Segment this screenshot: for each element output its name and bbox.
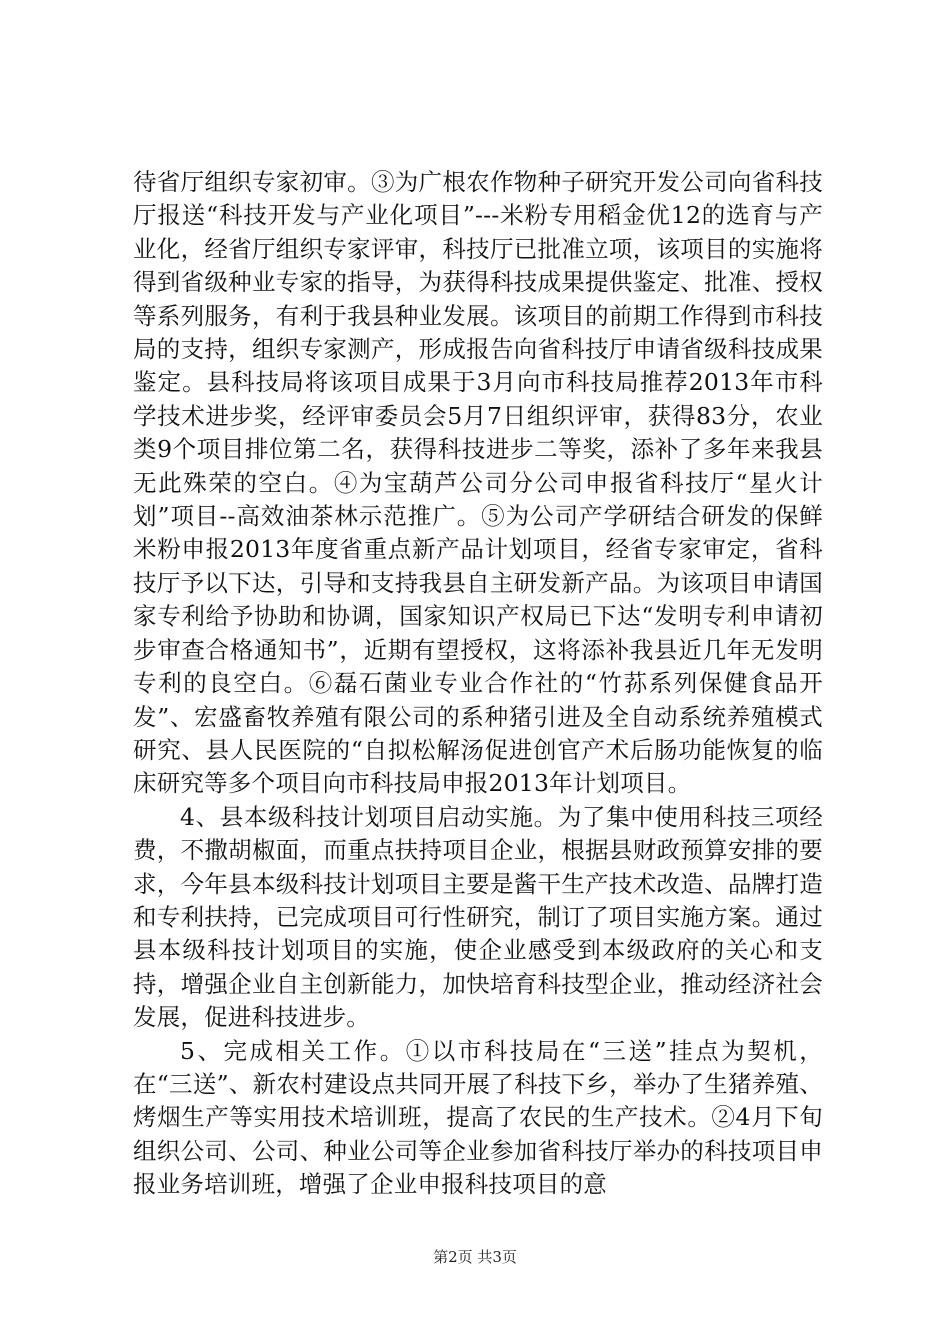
document-body [133, 166, 823, 1202]
paragraph-continued: 待省厅组织专家初审。③为广根农作物种子研究开发公司向省科技厅报送“科技开发与产业化项目”---米粉专用稻金优12的选育与产业化，经省厅组织专家评审，科技厅已批准立项，该项目的实施将得到省级种业专家的指导，为获得科技成果提供鉴定、批准、授权等系列服务，有利于我县种业发展。该项目的前期工作得到市科技局的支持，组织专家测产，形成报告向省科技厅申请省级科技成果鉴定。县科技局将该项目成果于3月向市科技局推荐2013年市科学技术进步奖，经评审委员会5月7日组织评审，获得83分，农业类9个项目排位第二名，获得科技进步二等奖，添补了多年来我县无此殊荣的空白。④为宝葫芦公司分公司申报省科技厅“星火计划”项目--高效油茶林示范推广。⑤为公司产学研结合研发的保鲜米粉申报2013年度省重点新产品计划项目，经省专家审定，省科技厅予以下达，引导和支持我县自主研发新产品。为该项目申请国家专利给予协助和协调，国家知识产权局已下达“发明专利申请初步审查合格通知书”，近期有望授权，这将添补我县近几年无发明专利的良空白。⑥磊石菌业专业合作社的“竹荪系列保健食品开发”、宏盛畜牧养殖有限公司的系种猪引进及全自动系统养殖模式研究、县人民医院的“自拟松解汤促进创官产术后肠功能恢复的临床研究等多个项目向市科技局申报2013年计划项目。 [133, 168, 823, 798]
paragraph-item-4: 4、县本级科技计划项目启动实施。为了集中使用科技三项经费，不撒胡椒面，而重点扶持项目企业，根据县财政预算安排的要求，今年县本级科技计划项目主要是酱干生产技术改造、品牌打造和专利扶持，已完成项目可行性研究，制订了项目实施方案。通过县本级科技计划项目的实施，使企业感受到本级政府的关心和支持，增强企业自主创新能力，加快培育科技型企业，推动经济社会发展，促进科技进步。 [133, 802, 823, 1032]
page-number-footer: 第2页 共3页 [433, 1248, 517, 1266]
paragraph-item-5: 5、完成相关工作。①以市科技局在“三送”挂点为契机，在“三送”、新农村建设点共同开展了科技下乡，举办了生猪养殖、烤烟生产等实用技术培训班，提高了农民的生产技术。②4月下旬组织公司、公司、种业公司等企业参加省科技厅举办的科技项目申报业务培训班，增强了企业申报科技项目的意 [133, 1036, 823, 1199]
